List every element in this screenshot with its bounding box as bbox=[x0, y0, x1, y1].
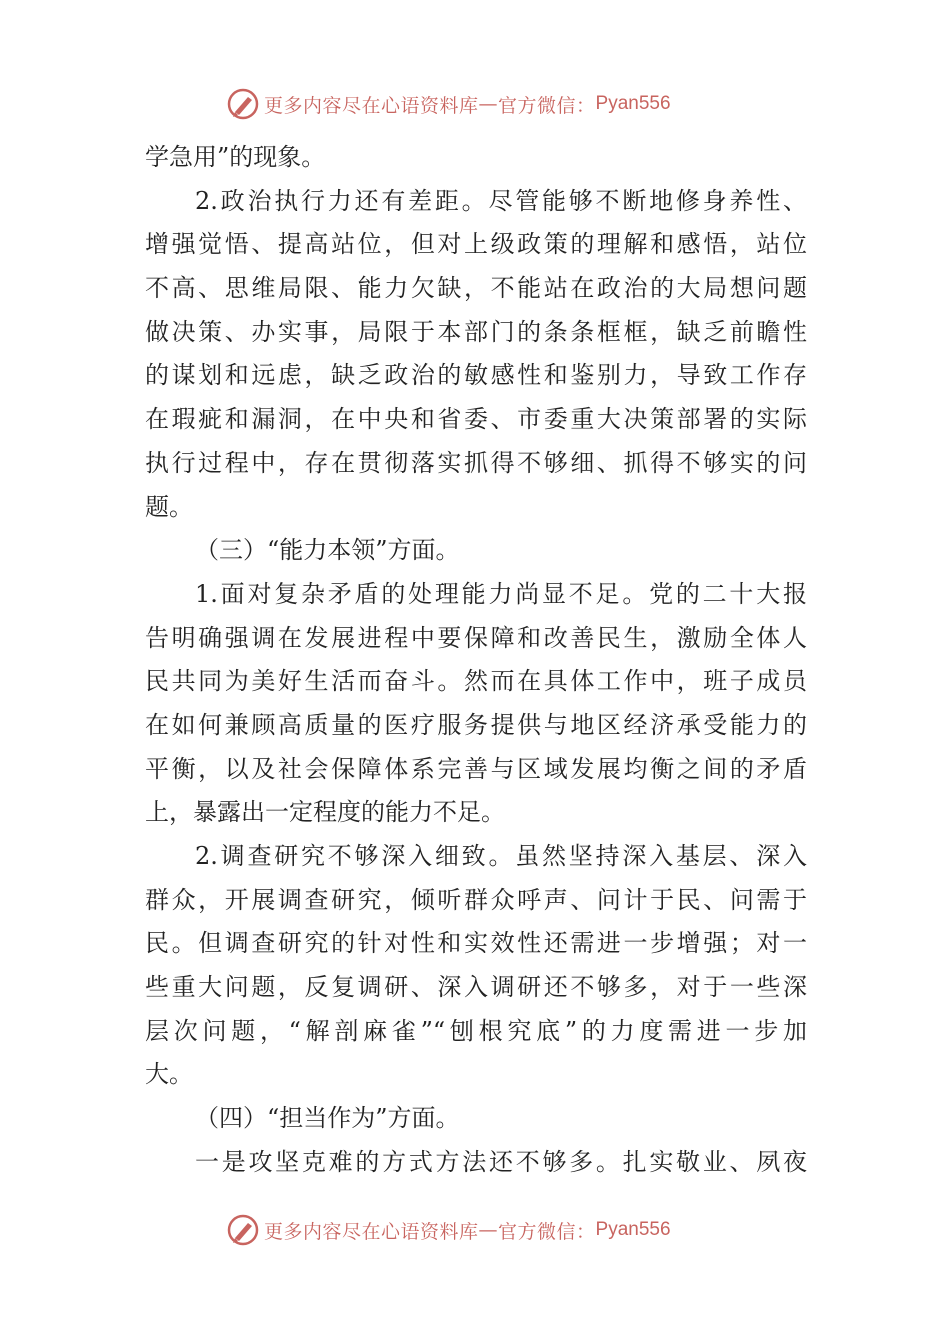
text-line: 上，暴露出一定程度的能力不足。 bbox=[145, 798, 505, 827]
text-line: 在如何兼顾高质量的医疗服务提供与地区经济承受能力的 bbox=[145, 710, 807, 739]
text-line: 民共同为美好生活而奋斗。然而在具体工作中，班子成员 bbox=[145, 667, 807, 696]
text-line: 的谋划和远虑，缺乏政治的敏感性和鉴别力，导致工作存 bbox=[145, 361, 807, 390]
footer-site-text: 更多内容尽在心语资料库 bbox=[264, 1220, 479, 1243]
text-line: 不高、思维局限、能力欠缺，不能站在政治的大局想问题 bbox=[145, 274, 807, 303]
text-line: 执行过程中，存在贯彻落实抓得不够细、抓得不够实的问 bbox=[145, 448, 807, 477]
text-line: 一是攻坚克难的方式方法还不够多。扎实敬业、夙夜 bbox=[195, 1147, 807, 1176]
header-banner-inner bbox=[226, 84, 671, 124]
header-wechat-label: 官方微信： bbox=[498, 94, 596, 117]
text-line: 在瑕疵和漏洞，在中央和省委、市委重大决策部署的实际 bbox=[145, 405, 807, 434]
text-line: 2.调查研究不够深入细致。虽然坚持深入基层、深入 bbox=[195, 842, 807, 870]
text-line: 学急用”的现象。 bbox=[145, 143, 326, 171]
footer-dash: — bbox=[478, 1219, 499, 1241]
footer-banner-inner bbox=[226, 1210, 671, 1250]
text-line: 民。但调查研究的针对性和实效性还需进一步增强；对一 bbox=[145, 929, 807, 958]
text-line: 大。 bbox=[145, 1060, 193, 1089]
header-dash: — bbox=[478, 93, 499, 115]
pen-logo-icon bbox=[226, 1213, 260, 1247]
footer-banner bbox=[0, 1210, 950, 1250]
footer-wechat-label: 官方微信： bbox=[498, 1220, 596, 1243]
header-wechat-id: Pyan556 bbox=[595, 93, 671, 114]
footer-wechat-id: Pyan556 bbox=[595, 1219, 671, 1240]
text-line: 层次问题，“解剖麻雀”“刨根究底”的力度需进一步加 bbox=[145, 1016, 807, 1045]
section-heading: （三）“能力本领”方面。 bbox=[195, 536, 460, 565]
text-line: 做决策、办实事，局限于本部门的条条框框，缺乏前瞻性 bbox=[145, 317, 807, 346]
header-site-text: 更多内容尽在心语资料库 bbox=[264, 94, 479, 117]
document-body bbox=[145, 136, 807, 1185]
header-banner bbox=[0, 84, 950, 124]
pen-logo-icon bbox=[226, 87, 260, 121]
text-line: 增强觉悟、提高站位，但对上级政策的理解和感悟，站位 bbox=[145, 230, 807, 259]
text-line: 些重大问题，反复调研、深入调研还不够多，对于一些深 bbox=[145, 973, 807, 1002]
text-line: 平衡，以及社会保障体系完善与区域发展均衡之间的矛盾 bbox=[145, 754, 807, 783]
text-line: 群众，开展调查研究，倾听群众呼声、问计于民、问需于 bbox=[145, 885, 807, 914]
section-heading: （四）“担当作为”方面。 bbox=[195, 1104, 460, 1133]
text-line: 1.面对复杂矛盾的处理能力尚显不足。党的二十大报 bbox=[195, 579, 807, 608]
text-line: 2.政治执行力还有差距。尽管能够不断地修身养性、 bbox=[195, 186, 807, 215]
text-line: 告明确强调在发展进程中要保障和改善民生，激励全体人 bbox=[145, 623, 807, 652]
text-line: 题。 bbox=[145, 492, 193, 521]
